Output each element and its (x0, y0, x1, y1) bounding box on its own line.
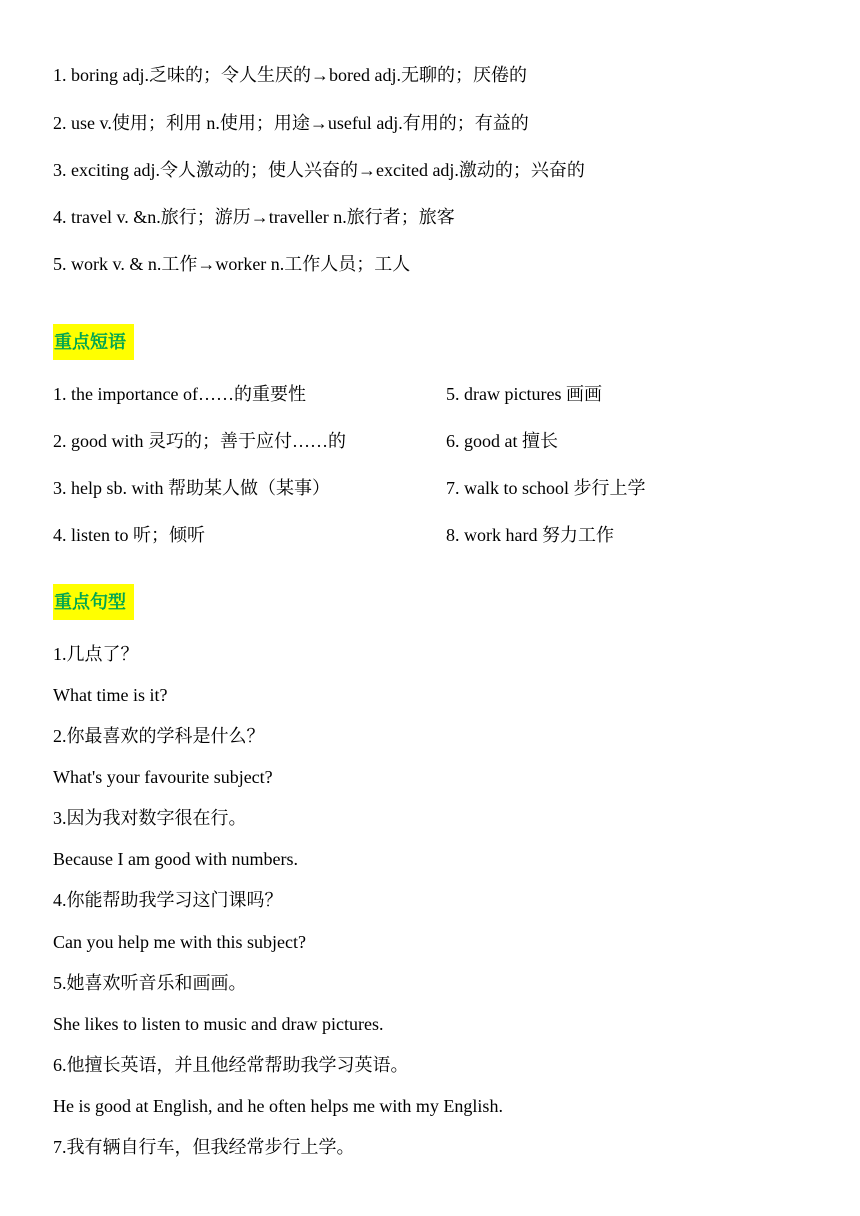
phrases-heading: 重点短语 (53, 324, 134, 360)
phrase-item-8: 8. work hard 努力工作 (446, 525, 614, 545)
sentence-cn-3: 3.因为我对数字很在行。 (53, 808, 247, 828)
sentence-cn-1: 1.几点了？ (53, 644, 139, 664)
sentence-en-5: She likes to listen to music and draw pictures. (53, 1014, 384, 1034)
vocab-item-1: 1. boring adj.乏味的；令人生厌的→bored adj.无聊的；厌倦的 (53, 65, 527, 85)
phrase-item-5: 5. draw pictures 画画 (446, 384, 602, 404)
sentence-en-3: Because I am good with numbers. (53, 849, 298, 869)
sentences-heading: 重点句型 (53, 584, 134, 620)
sentence-en-6: He is good at English, and he often helps me with my English. (53, 1096, 503, 1116)
phrase-item-2: 2. good with 灵巧的；善于应付……的 (53, 431, 346, 451)
sentence-cn-7: 7.我有辆自行车，但我经常步行上学。 (53, 1137, 355, 1157)
document-page (53, 0, 843, 1216)
vocab-item-5: 5. work v. & n.工作→worker n.工作人员；工人 (53, 254, 411, 274)
vocab-item-4: 4. travel v. &n.旅行；游历→traveller n.旅行者；旅客 (53, 207, 455, 227)
sentence-cn-5: 5.她喜欢听音乐和画画。 (53, 973, 247, 993)
sentence-en-1: What time is it? (53, 685, 168, 705)
phrase-item-4: 4. listen to 听；倾听 (53, 525, 205, 545)
sentence-cn-6: 6.他擅长英语，并且他经常帮助我学习英语。 (53, 1055, 409, 1075)
phrase-item-3: 3. help sb. with 帮助某人做（某事） (53, 478, 330, 498)
vocab-item-2: 2. use v.使用；利用 n.使用；用途→useful adj.有用的；有益的 (53, 113, 529, 133)
vocab-item-3: 3. exciting adj.令人激动的；使人兴奋的→excited adj.激动的；兴奋的 (53, 160, 585, 180)
phrase-item-1: 1. the importance of……的重要性 (53, 384, 306, 404)
phrase-item-7: 7. walk to school 步行上学 (446, 478, 646, 498)
sentence-cn-4: 4.你能帮助我学习这门课吗？ (53, 890, 283, 910)
sentence-en-2: What's your favourite subject? (53, 767, 273, 787)
sentence-en-4: Can you help me with this subject? (53, 932, 306, 952)
sentence-cn-2: 2.你最喜欢的学科是什么？ (53, 726, 265, 746)
phrase-item-6: 6. good at 擅长 (446, 431, 558, 451)
